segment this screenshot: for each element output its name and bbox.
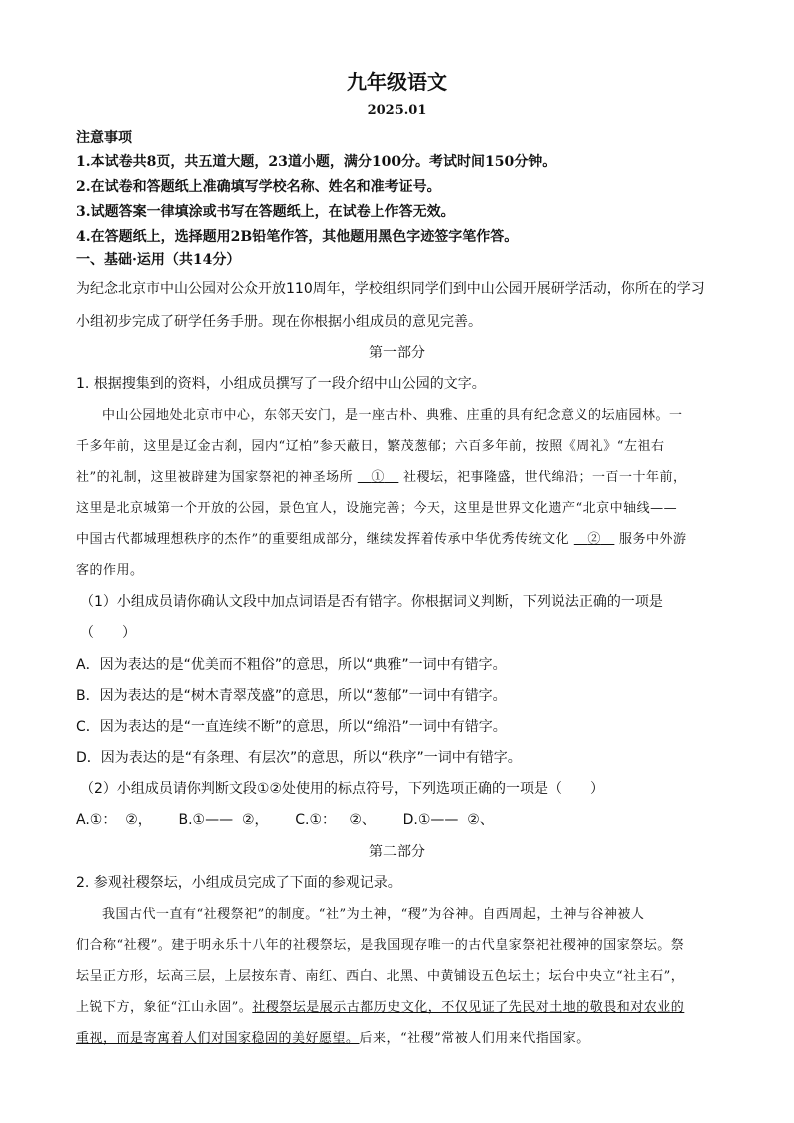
option-b: B．因为表达的是“树木青翠茂盛”的意思，所以“葱郁”一词中有错字。 (76, 688, 507, 704)
subquestion: （2）小组成员请你判断文段①②处使用的标点符号，下列选项正确的一项是（ ） (80, 781, 605, 797)
passage-line (76, 996, 716, 1015)
passage-line: 中山公园地处北京市中心，东邻天安门，是一座古朴、典雅、庄重的具有纪念意义的坛庙园林。一 (102, 408, 683, 423)
notice-item: 1.本试卷共8页，共五道大题，23道小题，满分100分。考试时间150分钟。 (76, 154, 557, 170)
part-title: 第一部分 (369, 345, 425, 361)
notice-heading: 注意事项 (76, 130, 132, 146)
notice-item: 2.在试卷和答题纸上准确填写学校名称、姓名和准考证号。 (76, 179, 441, 195)
intro-line: 为纪念北京市中山公园对公众开放110周年，学校组织同学们到中山公园开展研学活动，你所在的学习 (76, 281, 705, 297)
notice-item: 4.在答题纸上，选择题用2B铅笔作答，其他题用黑色字迹签字笔作答。 (76, 229, 519, 245)
subquestion: （1）小组成员请你确认文段中加点词语是否有错字。你根据词义判断，下列说法正确的一项是 (80, 594, 663, 610)
passage-line: 坛呈正方形，坛高三层，上层按东青、南红、西白、北黑、中黄铺设五色坛土；坛台中央立“社主石”， (76, 969, 685, 984)
passage-line (76, 1027, 716, 1046)
exam-date: 2025.01 (367, 103, 427, 118)
option-d: D．因为表达的是“有条理、有层次”的意思，所以“秩序”一词中有错字。 (76, 750, 522, 766)
passage-line (76, 528, 716, 547)
underlined-sentence: 社稷祭坛是展示古都历史文化，不仅见证了先民对土地的敬畏和对农业的 (252, 1000, 685, 1015)
passage-text: 社”的礼制，这里被辟建为国家祭祀的神圣场所 (76, 470, 354, 485)
passage-text: 上锐下方，象征“江山永固”。 (76, 1000, 253, 1015)
passage-line: 客的作用。 (76, 563, 144, 578)
page-title: 九年级语文 (347, 70, 447, 94)
section-heading: 一、基础·运用（共14分） (76, 252, 241, 268)
blank-2 (574, 532, 615, 547)
passage-text: 社稷坛，祀事隆盛，世代绵沿；一百一十年前， (402, 470, 687, 485)
blank-1-label: ① (371, 470, 385, 485)
blank-1 (358, 470, 399, 485)
notice-item: 3.试题答案一律填涂或书写在答题纸上，在试卷上作答无效。 (76, 204, 455, 220)
passage-line (76, 466, 716, 485)
blank-2-label: ② (587, 532, 601, 547)
punctuation-options: A.①： ②， B.①—— ②， C.①： ②、 D.①—— ②、 (76, 812, 494, 828)
passage-text: 中国古代都城理想秩序的杰作”的重要组成部分，继续发挥着传承中华优秀传统文化 (76, 532, 570, 547)
option-c: C．因为表达的是“一直连续不断”的意思，所以“绵沿”一词中有错字。 (76, 719, 507, 735)
underlined-sentence: 重视，而是寄寓着人们对国家稳固的美好愿望。 (76, 1031, 360, 1046)
passage-line: 千多年前，这里是辽金古刹，园内“辽柏”参天蔽日，繁茂葱郁；六百多年前，按照《周礼》“左祖右 (76, 439, 665, 454)
passage-line: 这里是北京城第一个开放的公园，景色宜人，设施完善；今天，这里是世界文化遗产“北京中轴线—— (76, 501, 678, 516)
passage-line: 们合称“社稷”。建于明永乐十八年的社稷祭坛，是我国现存唯一的古代皇家祭祀社稷神的国家祭坛。祭 (76, 938, 685, 953)
question-stem: 2. 参观社稷祭坛，小组成员完成了下面的参观记录。 (76, 875, 402, 891)
part-title: 第二部分 (369, 844, 425, 860)
passage-text: 后来，“社稷”常被人们用来代指国家。 (359, 1031, 590, 1046)
intro-line: 小组初步完成了研学任务手册。现在你根据小组成员的意见完善。 (76, 314, 482, 330)
option-a: A．因为表达的是“优美而不粗俗”的意思，所以“典雅”一词中有错字。 (76, 657, 507, 673)
question-stem: 1. 根据搜集到的资料，小组成员撰写了一段介绍中山公园的文字。 (76, 376, 486, 392)
answer-paren: （ ） (80, 625, 136, 641)
passage-line: 我国古代一直有“社稷祭祀”的制度。“社”为土神，“稷”为谷神。自西周起，土神与谷神被人 (102, 907, 645, 922)
passage-text: 服务中外游 (618, 532, 687, 547)
